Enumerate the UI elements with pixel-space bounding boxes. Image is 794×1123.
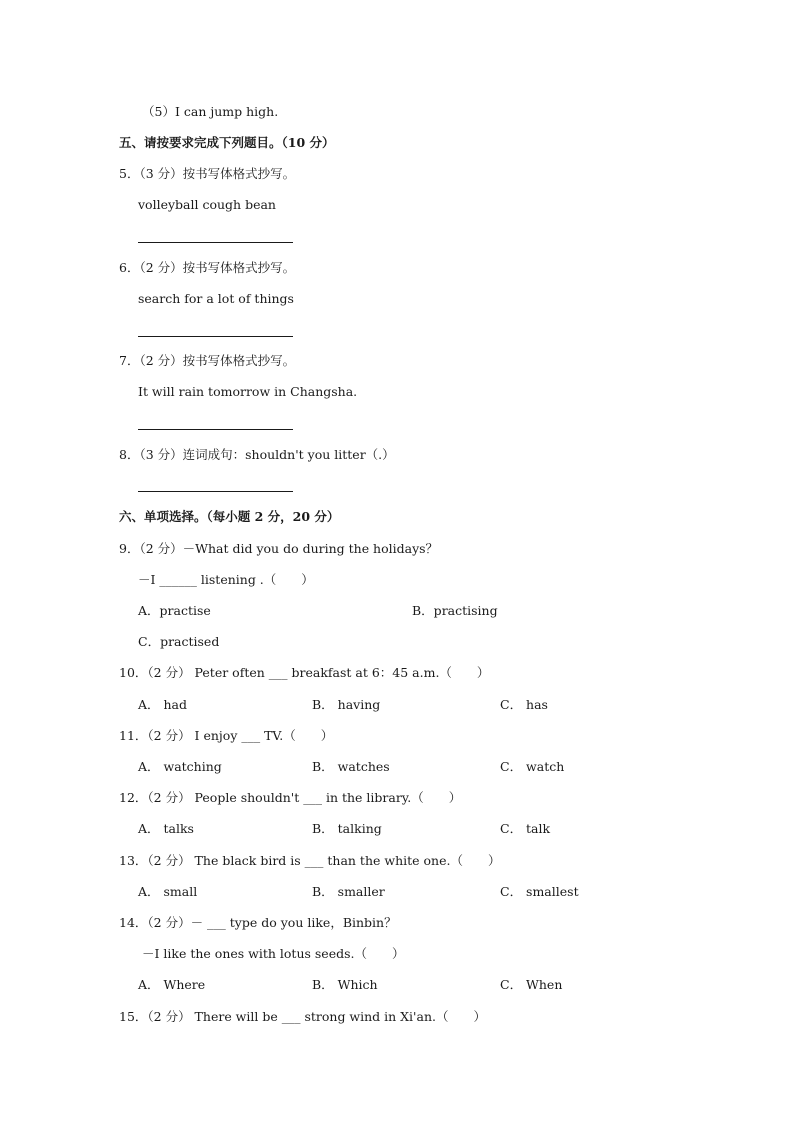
question-13-option-c[interactable]: C． smallest bbox=[500, 884, 579, 899]
section-five-heading: 五、请按要求完成下列题目。（10 分） bbox=[119, 135, 335, 150]
question-12: 12．（2 分） People shouldn't ___ in the library.（ ） bbox=[119, 790, 462, 805]
question-14: 14．（2 分）－ ___ type do you like，Binbin？ bbox=[119, 915, 397, 930]
question-5-text: volleyball cough bean bbox=[138, 197, 276, 212]
answer-line-8[interactable] bbox=[138, 491, 293, 492]
question-14-option-b[interactable]: B． Which bbox=[312, 977, 378, 992]
answer-line-7[interactable] bbox=[138, 429, 293, 430]
question-13-option-b[interactable]: B． smaller bbox=[312, 884, 385, 899]
question-9-answer-line: －I ______ listening .（ ） bbox=[138, 572, 314, 587]
question-11-option-b[interactable]: B． watches bbox=[312, 759, 390, 774]
question-11: 11．（2 分） I enjoy ___ TV.（ ） bbox=[119, 728, 334, 743]
question-10: 10．（2 分） Peter often ___ breakfast at 6：45 a.m.（ ） bbox=[119, 665, 490, 680]
question-14-answer-line: －I like the ones with lotus seeds.（ ） bbox=[142, 946, 405, 961]
question-14-option-a[interactable]: A． Where bbox=[138, 977, 206, 992]
question-6-text: search for a lot of things bbox=[138, 291, 294, 306]
question-14-option-c[interactable]: C． When bbox=[500, 977, 563, 992]
question-12-option-b[interactable]: B． talking bbox=[312, 821, 382, 836]
answer-line-6[interactable] bbox=[138, 336, 293, 337]
question-9-option-c[interactable]: C．practised bbox=[138, 634, 220, 649]
question-11-option-a[interactable]: A． watching bbox=[138, 759, 222, 774]
question-13: 13．（2 分） The black bird is ___ than the white one.（ ） bbox=[119, 853, 501, 868]
question-12-option-c[interactable]: C． talk bbox=[500, 821, 551, 836]
question-5: 5．（3 分）按书写体格式抄写。 bbox=[119, 166, 296, 181]
question-9-option-a[interactable]: A．practise bbox=[138, 603, 211, 618]
question-8: 8．（3 分）连词成句：shouldn't you litter（.） bbox=[119, 447, 395, 462]
question-12-option-a[interactable]: A． talks bbox=[138, 821, 194, 836]
question-13-option-a[interactable]: A． small bbox=[138, 884, 198, 899]
question-11-option-c[interactable]: C． watch bbox=[500, 759, 565, 774]
question-9: 9．（2 分）－What did you do during the holidays？ bbox=[119, 541, 439, 556]
question-6: 6．（2 分）按书写体格式抄写。 bbox=[119, 260, 296, 275]
question-7-text: It will rain tomorrow in Changsha. bbox=[138, 384, 358, 399]
question-9-option-b[interactable]: B．practising bbox=[412, 603, 498, 618]
item-5-text: （5）I can jump high. bbox=[142, 104, 279, 119]
question-7: 7．（2 分）按书写体格式抄写。 bbox=[119, 353, 296, 368]
answer-line-5[interactable] bbox=[138, 242, 293, 243]
question-10-option-c[interactable]: C． has bbox=[500, 697, 548, 712]
question-15: 15．（2 分） There will be ___ strong wind in Xi'an.（ ） bbox=[119, 1009, 486, 1024]
question-10-option-a[interactable]: A． had bbox=[138, 697, 188, 712]
section-six-heading: 六、单项选择。（每小题 2 分，20 分） bbox=[119, 509, 340, 524]
question-10-option-b[interactable]: B． having bbox=[312, 697, 381, 712]
